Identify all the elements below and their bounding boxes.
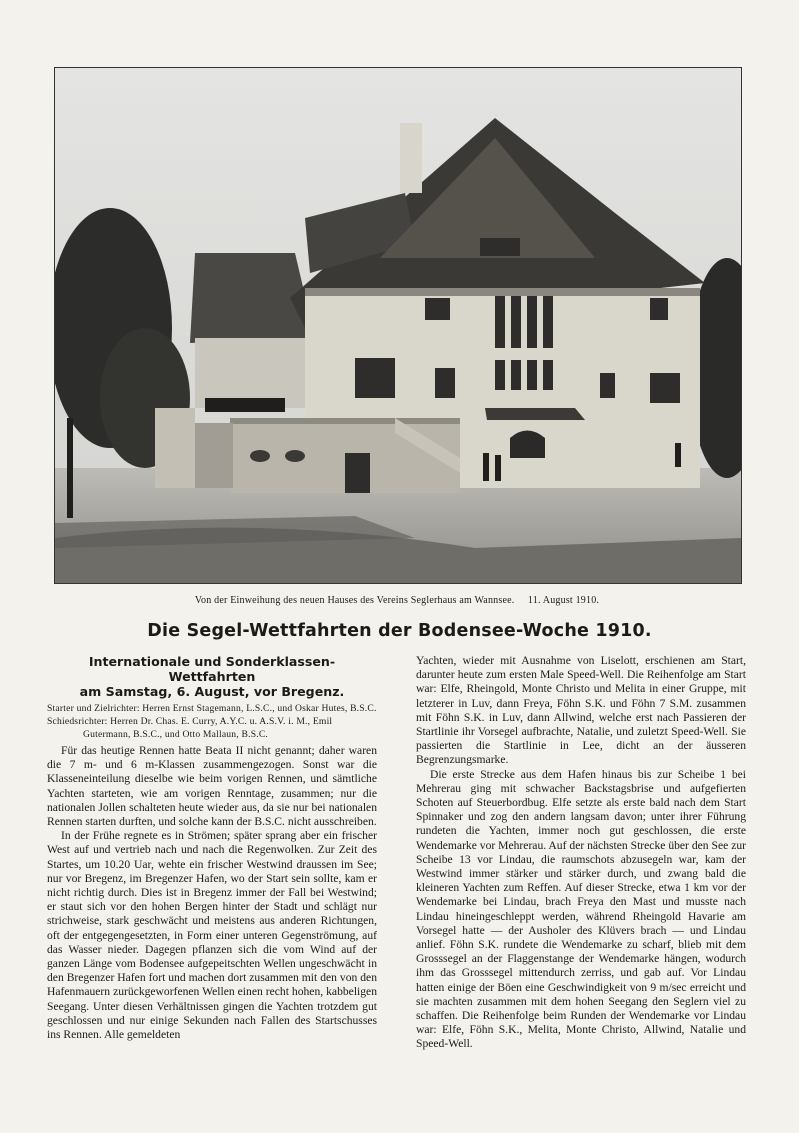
judges-line: Schiedsrichter: Herren Dr. Chas. E. Curry, A.Y.C. u. A.S.V. i. M., Emil Gutermann, B.S.C., und Otto Mallaun, B.S.C. bbox=[47, 716, 333, 740]
caption-date: 11. August 1910. bbox=[527, 595, 600, 606]
article-title: Die Segel-Wettfahrten der Bodensee-Woche 1910. bbox=[147, 621, 652, 641]
paragraph: Yachten, wieder mit Ausnahme von Liselott, erschienen am Start, darunter heute zum ersten Male Speed-Well. Die Reihenfolge am Start war: Elfe, Rheingold, Monte Christo und Melita in einer Gruppe, mit letzterer in Luv, dann Freya, Föhn S.K. und Föhn 7 S.M. zusammen mit Föhn S.K. in Luv, dann Allwind, welche erst nach Passieren der Startlinie ihr Vorsegel aufbrachte, Natalie, und zuletzt Speed-Well. Sie passierten die Startlinie in Lee, dicht an der äusseren Begrenzungsmarke. bbox=[416, 654, 746, 767]
paragraph: Für das heutige Rennen hatte Beata II nicht genannt; daher waren die 7 m- und 6 m-Klassen zusammengezogen. Sonst war die Klasseneinteilung dieselbe wie beim vorigen Rennen, und sämtliche Yachten starteten, wie am vorigen Renntage, zusammen; nur die nationalen Jollen schalteten heute wieder aus, da sie nur bei nationalen Rennen starten durften, und solche kann der B.S.C. nicht ausschreiben. bbox=[47, 744, 377, 829]
starter-line: Starter und Zielrichter: Herren Ernst Stagemann, L.S.C., und Oskar Hutes, B.S.C. bbox=[47, 703, 377, 714]
caption-text: Von der Einweihung des neuen Hauses des Vereins Seglerhaus am Wannsee. bbox=[194, 595, 515, 606]
photo-caption bbox=[54, 595, 740, 606]
subhead-line-1: Internationale und Sonderklassen-Wettfahrten bbox=[88, 654, 336, 684]
paragraph: Die erste Strecke aus dem Hafen hinaus bis zur Scheibe 1 bei Mehrerau ging mit schwacher Backstagsbrise und aufgefierten Schoten auf Steuerbordbug. Elfe setzte als erste bald nach dem Start Spinnaker und zog den andern langsam davon; unter ihrer Führung rundeten die Yachten, immer noch gut geschlossen, die erste Wendemarke vor Mehrerau. Auf der nächsten Strecke über den See zur Scheibe 13 vor Lindau, die raumschots abzusegeln war, kam der Westwind immer stärker und stärker durch, und zwang bald die kleineren Yachten zum Reffen. Auf dieser Strecke, etwa 1 km vor der Wendemarke bei Lindau, brach Freya den Mast und musste nach Lindau hineingeschleppt werden, während Rheingold Havarie am Vorsegel hatte — der Ausholer des Klüvers brach — und Lindau anlief. Föhn S.K. rundete die Wendemarke zu scharf, blieb mit dem Grosssegel an der Flaggenstange der Wendemarke hängen, wodurch ihm das Grosssegel mittendurch zerriss, und gab auf. Vor Lindau hatten einige der Böen eine Geschwindigkeit von 9 m/sec erreicht und sie machten zusammen mit dem hohen Seegang den Seglern viel zu schaffen. Die Reihenfolge beim Runden der Wendemarke vor Lindau war: Elfe, Föhn S.K., Melita, Monte Christo, Allwind, Natalie und Speed-Well. bbox=[416, 767, 746, 1051]
paragraph: In der Frühe regnete es in Strömen; später sprang aber ein frischer West auf und vertrieb nach und nach die Regenwolken. Zur Zeit des Startes, um 10.20 Uar, wehte ein frischer Westwind draussen im See; nur vor Bregenz, im Bregenzer Hafen, wo der Start sein sollte, kam er nicht richtig durch. Dies ist in Bregenz immer der Fall bei Westwind; er staut sich vor den hohen Bergen hinter der Stadt und schlägt nur strichweise, stark geschwächt und meistens aus anderen Richtungen, oft der entgegengesetzten, in Form einer unteren Gegenströmung, auf das Wasser nieder. Dagegen pflanzen sich die vom Wind auf der ganzen Länge vom Bodensee aufgepeitschten Wellen ungeschwächt in den Bregenzer Hafen fort und machen dort zusammen mit den von den Hafenmauern zurückgeworfenen Wellen einen recht hohen, kabbeligen Seegang. Unter diesen Verhältnissen gingen die Yachten trotzdem gut geschlossen und nur einige Sekunden nach Fallen des Startschusses ins Rennen. Alle gemeldeten bbox=[47, 829, 377, 1042]
villa-photograph-icon bbox=[55, 68, 741, 583]
right-column bbox=[416, 654, 746, 1052]
subhead-line-2: am Samstag, 6. August, vor Bregenz. bbox=[79, 684, 345, 699]
officials-list bbox=[47, 702, 377, 741]
article-subhead bbox=[47, 654, 377, 699]
left-column bbox=[47, 654, 377, 1042]
villa-photograph bbox=[54, 67, 742, 584]
